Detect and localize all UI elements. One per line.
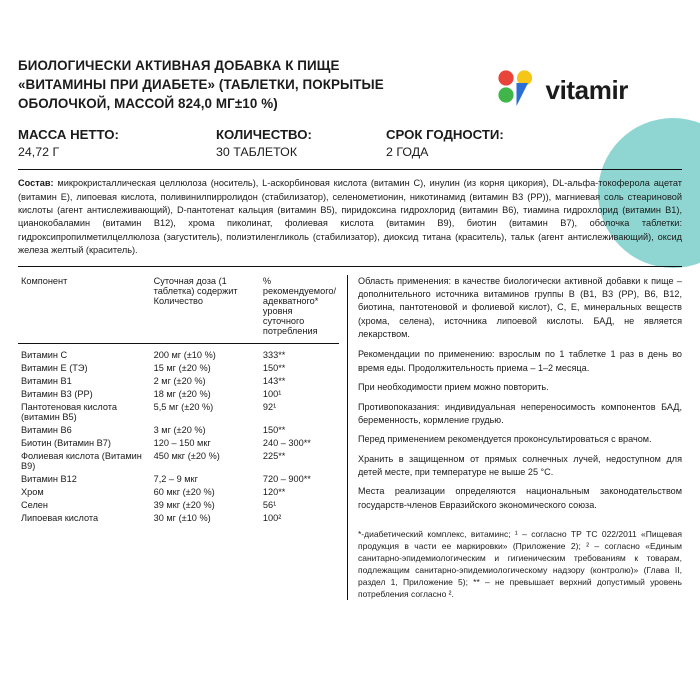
table-header-row [18, 275, 339, 344]
instructions-column [348, 275, 682, 601]
table-row [18, 344, 339, 362]
cell-name: Витамин B6 [21, 425, 72, 436]
cell-amount: 120 – 150 мкг [153, 438, 211, 449]
consult-text: Перед применением рекомендуется проконсультироваться с врачом. [358, 434, 652, 445]
table-row [18, 388, 339, 401]
table-row [18, 362, 339, 375]
table-row [18, 473, 339, 486]
header-component: Компонент [18, 275, 151, 344]
brand-name: vitamir [545, 74, 628, 105]
cell-name: Витамин C [21, 350, 68, 361]
cell-amount: 3 мг (±20 %) [153, 425, 206, 436]
fact-net-weight [18, 127, 216, 159]
nutrient-table [18, 275, 339, 525]
cell-amount: 450 мкг (±20 %) [153, 451, 220, 462]
facts-row [18, 127, 682, 170]
table-body [18, 344, 339, 525]
table-row [18, 450, 339, 473]
fact-value: 30 ТАБЛЕТОК [216, 145, 298, 160]
fact-label: СРОК ГОДНОСТИ: [386, 127, 504, 143]
cell-name: Хром [21, 487, 44, 498]
nutrient-table-column [18, 275, 348, 601]
cell-name: Витамин B3 (PP) [21, 389, 93, 400]
header-amount: Количество [153, 296, 203, 307]
table-row [18, 375, 339, 388]
repeat-text: При необходимости прием можно повторить. [358, 382, 549, 393]
cell-amount: 39 мкг (±20 %) [153, 500, 215, 511]
cell-percent: 240 – 300** [262, 438, 311, 449]
cell-percent: 225** [262, 451, 286, 462]
recommendations-text: Рекомендации по применению: взрослым по 1 таблетке 1 раз в день во время еды. Продолжительность приема – 1–2 месяца. [358, 349, 682, 373]
cell-name: Витамин Е (ТЭ) [21, 363, 88, 374]
cell-name: Биотин (Витамин B7) [21, 438, 111, 449]
cell-amount: 7,2 – 9 мкг [153, 474, 198, 485]
header-daily-dose [151, 275, 260, 344]
cell-amount: 5,5 мг (±20 %) [153, 402, 214, 413]
cell-percent: 56¹ [262, 500, 277, 511]
lower-section [18, 275, 682, 601]
cell-percent: 120** [262, 487, 286, 498]
brand-logo [495, 70, 628, 110]
cell-amount: 2 мг (±20 %) [153, 376, 206, 387]
cell-percent: 100² [262, 513, 282, 524]
table-row [18, 401, 339, 424]
cell-percent: 720 – 900** [262, 474, 311, 485]
table-row [18, 512, 339, 525]
cell-amount: 18 мг (±20 %) [153, 389, 211, 400]
cell-name: Витамин B12 [21, 474, 77, 485]
composition-text: микрокристаллическая целлюлоза (носитель), L-аскорбиновая кислота (витамин C), инулин (из корня цикория), DL-альфа-токоферола ацетат (витамин E), липоевая кислота, поливинилпирролидон (стабилизатор), селенометионин, никотинамид (витамин B3 (PP)), магниевая соль стеариновой кислоты (агент антислеживающий), D-пантотенат кальция (витамин B5), пиридоксина гидрохлорид (витамин B6), тиамина гидрохлорид (витамин B1), цианокобаламин (витамин B12), хрома пиколинат, фолиевая кислота (витамин B9), биотин (витамин B7), оболочка таблетки: гидроксипропилметилцеллюлоза (загуститель), полиэтиленгликоль (стабилизатор), диоксид титана (краситель), тальк (агент антислеживающий), оксид железа желтый (краситель). [18, 178, 682, 256]
cell-percent: 143** [262, 376, 286, 387]
contraindications-text: Противопоказания: индивидуальная непереносимость компонентов БАД, беременность, кормление грудью. [358, 401, 682, 425]
storage-text: Хранить в защищенном от прямых солнечных лучей, недоступном для детей месте, при температуре не выше 25 °C. [358, 453, 682, 477]
table-row [18, 424, 339, 437]
table-row [18, 499, 339, 512]
fact-quantity [216, 127, 386, 159]
header [18, 56, 682, 113]
cell-amount: 60 мкг (±20 %) [153, 487, 215, 498]
fact-label: МАССА НЕТТО: [18, 127, 119, 143]
header-daily-dose-title: Суточная доза (1 таблетка) содержит [153, 276, 238, 297]
distribution-text: Места реализации определяются национальным законодательством государств-членов Евразийского экономического союза. [358, 486, 682, 510]
footnote-text: *-диабетический комплекс, витаминс; ¹ – согласно ТР ТС 022/2011 «Пищевая продукция в части ее маркировки» (Приложение 2); ² – согласно «Единым санитарно-эпидемиологическим и гигиеническим требованиям к товарам, подлежащим санитарно-эпидемиологическому надзору (контролю)» (Глава II, раздел 1, Приложение 5); ** – не превышает верхний допустимый уровень потребления согласно ². [358, 529, 682, 600]
cell-amount: 15 мг (±20 %) [153, 363, 211, 374]
cell-percent: 100¹ [262, 389, 282, 400]
cell-percent: 150** [262, 363, 286, 374]
fact-shelf-life [386, 127, 586, 159]
vitamir-logo-icon [495, 70, 537, 110]
cell-percent: 92¹ [262, 402, 277, 413]
cell-name: Липоевая кислота [21, 513, 99, 524]
cell-percent: 150** [262, 425, 286, 436]
header-percent: % рекомендуемого/ адекватного* уровня суточного потребления [260, 275, 339, 344]
cell-name: Пантотеновая кислота (витамин B5) [21, 402, 117, 423]
page-title: БИОЛОГИЧЕСКИ АКТИВНАЯ ДОБАВКА К ПИЩЕ «ВИТАМИНЫ ПРИ ДИАБЕТЕ» (ТАБЛЕТКИ, ПОКРЫТЫЕ ОБОЛОЧКОЙ, МАССОЙ 824,0 МГ±10 %) [18, 58, 384, 112]
composition-label: Состав: [18, 178, 54, 189]
fact-label: КОЛИЧЕСТВО: [216, 127, 312, 143]
composition-block [18, 177, 682, 267]
usage-text: Область применения: в качестве биологически активной добавки к пище – дополнительного источника витаминов группы B (B1, B3 (PP), B6, B12, биотина, пантотеновой и фолиевой кислот), С, E, минеральных веществ (хрома, селена), источника липоевой кислоты. БАД, не является лекарством. [358, 275, 682, 340]
cell-amount: 30 мг (±10 %) [153, 513, 211, 524]
cell-name: Витамин B1 [21, 376, 72, 387]
cell-name: Селен [21, 500, 48, 511]
cell-name: Фолиевая кислота (Витамин B9) [21, 451, 142, 472]
fact-value: 2 ГОДА [386, 145, 429, 160]
table-row [18, 486, 339, 499]
cell-percent: 333** [262, 350, 286, 361]
fact-value: 24,72 Г [18, 145, 60, 160]
table-row [18, 437, 339, 450]
cell-amount: 200 мг (±10 %) [153, 350, 216, 361]
